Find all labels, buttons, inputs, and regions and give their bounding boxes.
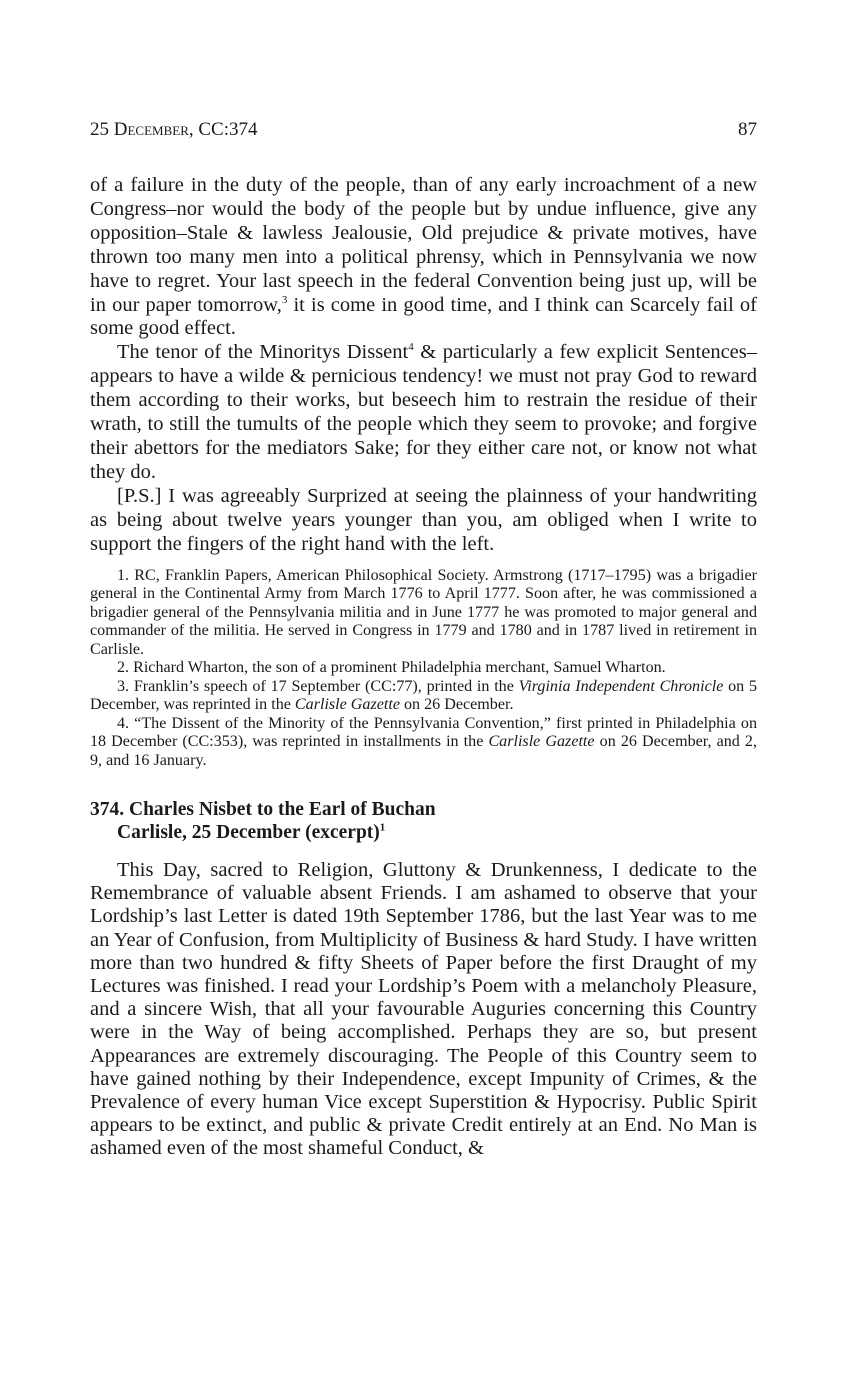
letter-continuation — [90, 174, 757, 557]
document-title: 374. Charles Nisbet to the Earl of Buchan — [90, 799, 436, 820]
running-head — [90, 118, 757, 142]
footnote-ref[interactable]: 4 — [408, 341, 414, 354]
page — [90, 118, 757, 1161]
document-body — [90, 859, 757, 1161]
footnote-4: 4. “The Dissent of the Minority of the Pennsylvania Convention,” first printed in Philadelphia on 18 December (CC:353), was reprinted in installments in the Carlisle Gazette on 26 December, and 2, 9, and 16 January. — [90, 714, 757, 769]
postscript: [P.S.] I was agreeably Surprized at seeing the plainness of your handwriting as being about twelve years younger than you, am obliged when I write to support the fingers of the right hand with the left. — [90, 484, 757, 555]
footnotes — [90, 567, 757, 771]
page-number: 87 — [738, 119, 757, 140]
document-heading — [90, 798, 757, 844]
running-head-title: 25 December, CC:374 — [90, 119, 258, 140]
footnote-2: 2. Richard Wharton, the son of a prominent Philadelphia merchant, Samuel Wharton. — [117, 659, 666, 676]
footnote-1: 1. RC, Franklin Papers, American Philosophical Society. Armstrong (1717–1795) was a brigadier general in the Continental Army from March 1776 to April 1777. Soon after, he was commissioned a brigadier general of the Pennsylvania militia and in June 1777 he was promoted to major general and commander of the militia. He served in Congress in 1779 and 1780 and in 1787 lived in retirement in Carlisle. — [90, 566, 757, 658]
paragraph: The tenor of the Minoritys Dissent$^4$ & particularly a few explicit Sentences–appears to have a wilde & pernicious tendency! we must not pray God to reward them according to their works, but beseech him to restrain the residue of their wrath, to still the tumults of the people which they seem to provoke; and forgive their abettors for the mediators Sake; for they either care not, or know not what they do. — [90, 341, 757, 483]
footnote-3: 3. Franklin’s speech of 17 September (CC:77), printed in the Virginia Independent Chronicle on 5 December, was reprinted in the Carlisle Gazette on 26 December. — [90, 677, 758, 713]
paragraph: of a failure in the duty of the people, than of any early incroachment of a new Congress–nor would the body of the people but by undue influence, give any opposition–Stale & lawless Jealousie, Old prejudice & private motives, have thrown too many men into a political phrensy, which in Pennsylvania we now have to regret. Your last speech in the federal Convention being just up, will be in our paper tomorrow,$^3$ it is come in good time, and I think can Scarcely fail of some good effect. — [90, 174, 757, 340]
document-subtitle: Carlisle, 25 December (excerpt)$^1$ — [117, 821, 386, 843]
footnote-ref[interactable]: 1 — [379, 821, 386, 834]
paragraph: This Day, sacred to Religion, Gluttony & Drunkenness, I dedicate to the Remembrance of valuable absent Friends. I am ashamed to observe that your Lordship’s last Letter is dated 19th September 1786, but the last Year was to me an Year of Confusion, from Multiplicity of Business & hard Study. I have written more than two hundred & fifty Sheets of Paper before the first Draught of my Lectures was finished. I read your Lordship’s Poem with a melancholy Pleasure, and a sincere Wish, that all your favourable Auguries concerning this Country were in the Way of being accomplished. Perhaps they are so, but present Appearances are extremely discouraging. The People of this Country seem to have gained nothing by their Independence, except Impunity of Crimes, & the Prevalence of every human Vice except Superstition & Hypocrisy. Public Spirit appears to be extinct, and public & private Credit entirely at an End. No Man is ashamed even of the most shameful Conduct, & — [90, 859, 757, 1160]
footnote-ref[interactable]: 3 — [281, 293, 288, 306]
